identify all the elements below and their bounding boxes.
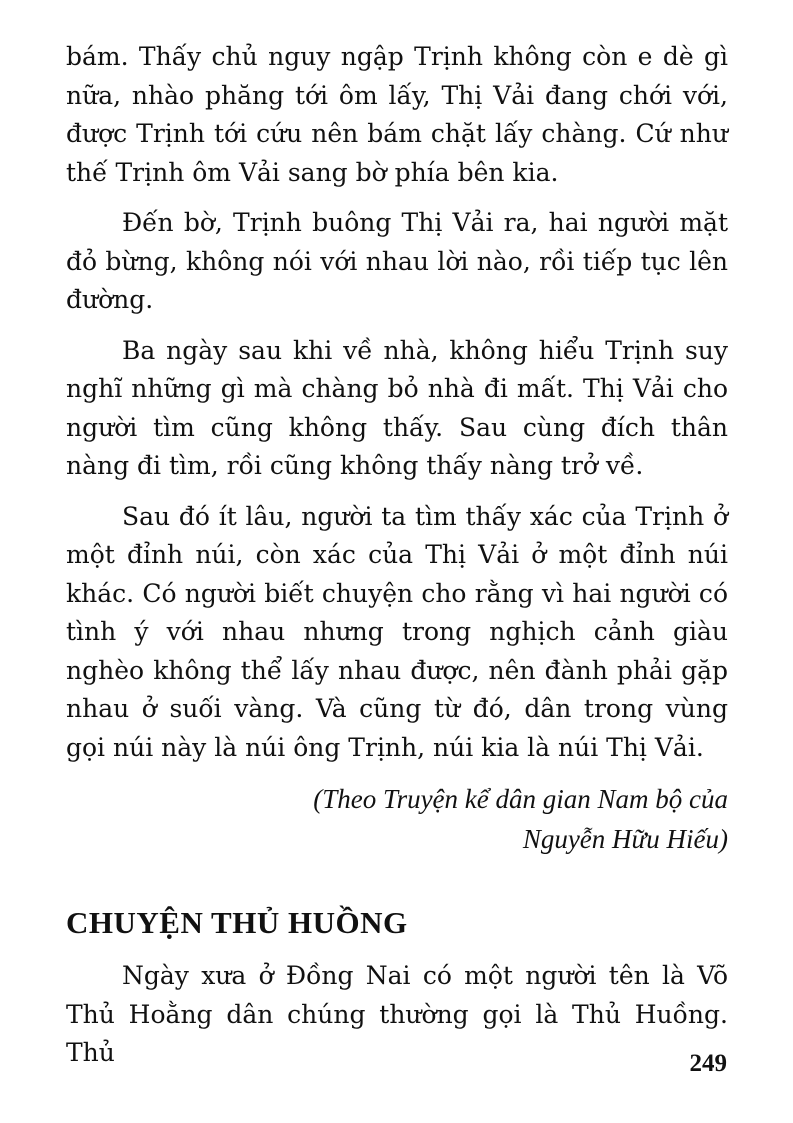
story-paragraph: Đến bờ, Trịnh buông Thị Vải ra, hai người mặt đỏ bừng, không nói với nhau lời nào, rồi tiếp tục lên đường. [66,208,728,314]
story-paragraph: Ba ngày sau khi về nhà, không hiểu Trịnh suy nghĩ những gì mà chàng bỏ nhà đi mất. Thị Vải cho người tìm cũng không thấy. Sau cùng đích thân nàng đi tìm, rồi cũng không thấy nàng trở về. [66,335,728,480]
book-page [66,38,728,1073]
citation-line: (Theo Truyện kể dân gian Nam bộ của [313,784,728,814]
page-number: 249 [689,1050,727,1077]
story-paragraph-continued: bám. Thấy chủ nguy ngập Trịnh không còn e dè gì nữa, nhào phăng tới ôm lấy, Thị Vải đang chới với, được Trịnh tới cứu nên bám chặt lấy chàng. Cứ như thế Trịnh ôm Vải sang bờ phía bên kia. [66,42,728,187]
citation-line: Nguyễn Hữu Hiếu) [522,824,728,854]
section-first-paragraph: Ngày xưa ở Đồng Nai có một người tên là Võ Thủ Hoằng dân chúng thường gọi là Thủ Huồng. Thủ [66,961,728,1067]
story-paragraph: Sau đó ít lâu, người ta tìm thấy xác của Trịnh ở một đỉnh núi, còn xác của Thị Vải ở một đỉnh núi khác. Có người biết chuyện cho rằng vì hai người có tình ý với nhau nhưng trong nghịch cảnh giàu nghèo không thể lấy nhau được, nên đành phải gặp nhau ở suối vàng. Và cũng từ đó, dân trong vùng gọi núi này là núi ông Trịnh, núi kia là núi Thị Vải. [66,501,728,762]
source-citation [66,779,728,859]
section-title: CHUYỆN THỦ HUỒNG [66,905,408,940]
